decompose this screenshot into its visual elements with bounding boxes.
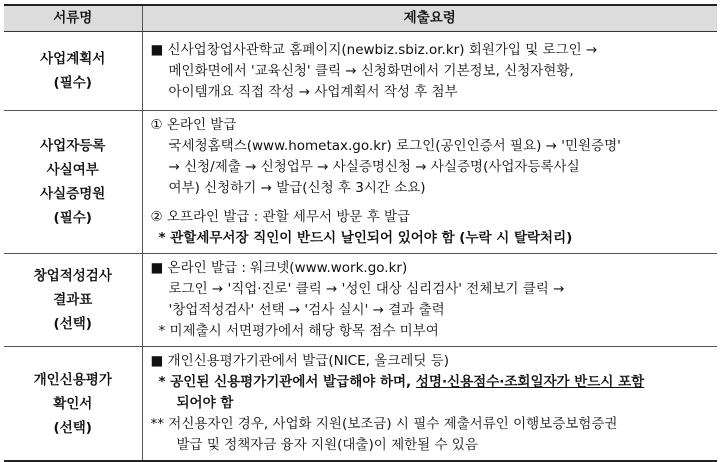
header-submission-guide: 제출요령 [142, 5, 717, 32]
document-name-line: 개인신용평가 [33, 371, 112, 388]
document-name-line: 창업적성검사 [33, 268, 112, 284]
table-row-business-plan [4, 32, 717, 111]
submission-documents-table [4, 4, 717, 462]
guide-line: '창업적성검사' 선택 → '검사 실시' → 결과 출력 [168, 302, 445, 318]
document-name-line: 확인서 [53, 395, 93, 412]
warning-note-part: * 공인된 신용평가기관에서 발급해야 하며, [158, 374, 416, 390]
table-row-credit-rating [4, 347, 717, 462]
note-line: ** 저신용자인 경우, 사업화 지원(보조금) 시 필수 제출서류인 이행보증보험증권 [150, 416, 618, 432]
warning-note-underlined: 성명·신용점수·조회일자가 반드시 포함 [415, 374, 645, 390]
submission-guide-cell [142, 32, 717, 111]
document-requirement: (필수) [53, 210, 92, 226]
note-line: * 미제출시 서면평가에서 해당 항목 점수 미부여 [158, 323, 439, 339]
submission-guide-cell [142, 111, 717, 254]
document-requirement: (선택) [53, 419, 92, 436]
guide-line: ■ 개인신용평가기관에서 발급(NICE, 올크레딧 등) [150, 353, 449, 369]
guide-line: 여부) 신청하기 → 발급(신청 후 3시간 소요) [168, 180, 426, 196]
guide-line: ② 오프라인 발급 : 관할 세무서 방문 후 발급 [150, 209, 411, 225]
submission-guide-cell [142, 347, 717, 462]
guide-line: ■ 신사업창업사관학교 홈페이지(newbiz.sbiz.or.kr) 회원가입 및 로그인 → [150, 41, 598, 58]
guide-line: ① 온라인 발급 [150, 117, 237, 133]
document-name-cell [4, 32, 142, 111]
guide-line: 로그인 → '직업·진로' 클릭 → '성인 대상 심리검사' 전체보기 클릭 → [168, 281, 565, 297]
warning-note-continued: 되어야 함 [176, 395, 234, 411]
table-row-aptitude-test [4, 254, 717, 347]
document-requirement: (선택) [53, 316, 92, 332]
guide-line: → 신청/제출 → 신청업무 → 사실증명신청 → 사실증명(사업자등록사실 [168, 159, 580, 175]
note-line: 발급 및 정책자금 융자 지원(대출)이 제한될 수 있음 [176, 437, 478, 453]
document-name-cell [4, 111, 142, 254]
document-name-cell [4, 347, 142, 462]
document-name-line: 사실여부 [46, 162, 99, 178]
table-header-row [4, 5, 717, 32]
document-name-line: 사업계획서 [40, 51, 106, 67]
guide-line: 국세청홈택스(www.hometax.go.kr) 로그인(공인인증서 필요) → '민원증명' [168, 138, 621, 154]
document-name-line: 사실증명원 [40, 186, 106, 202]
document-name-line: 결과표 [53, 292, 93, 308]
warning-note: * 관할세무서장 직인이 반드시 날인되어 있어야 함 (누락 시 탈락처리) [158, 230, 573, 246]
header-document-name: 서류명 [4, 5, 142, 32]
warning-note [151, 372, 712, 393]
document-name-cell [4, 254, 142, 347]
submission-guide-cell [142, 254, 717, 347]
guide-line: 메인화면에서 '교육신청' 클릭 → 신청화면에서 기본정보, 신청자현황, [168, 62, 574, 79]
table-row-business-registration [4, 111, 717, 254]
document-requirement: (필수) [53, 75, 92, 91]
guide-line: 아이템개요 직접 작성 → 사업계획서 작성 후 첨부 [168, 83, 458, 100]
document-name-line: 사업자등록 [40, 138, 106, 154]
guide-line: ■ 온라인 발급 : 워크넷(www.work.go.kr) [150, 260, 408, 276]
